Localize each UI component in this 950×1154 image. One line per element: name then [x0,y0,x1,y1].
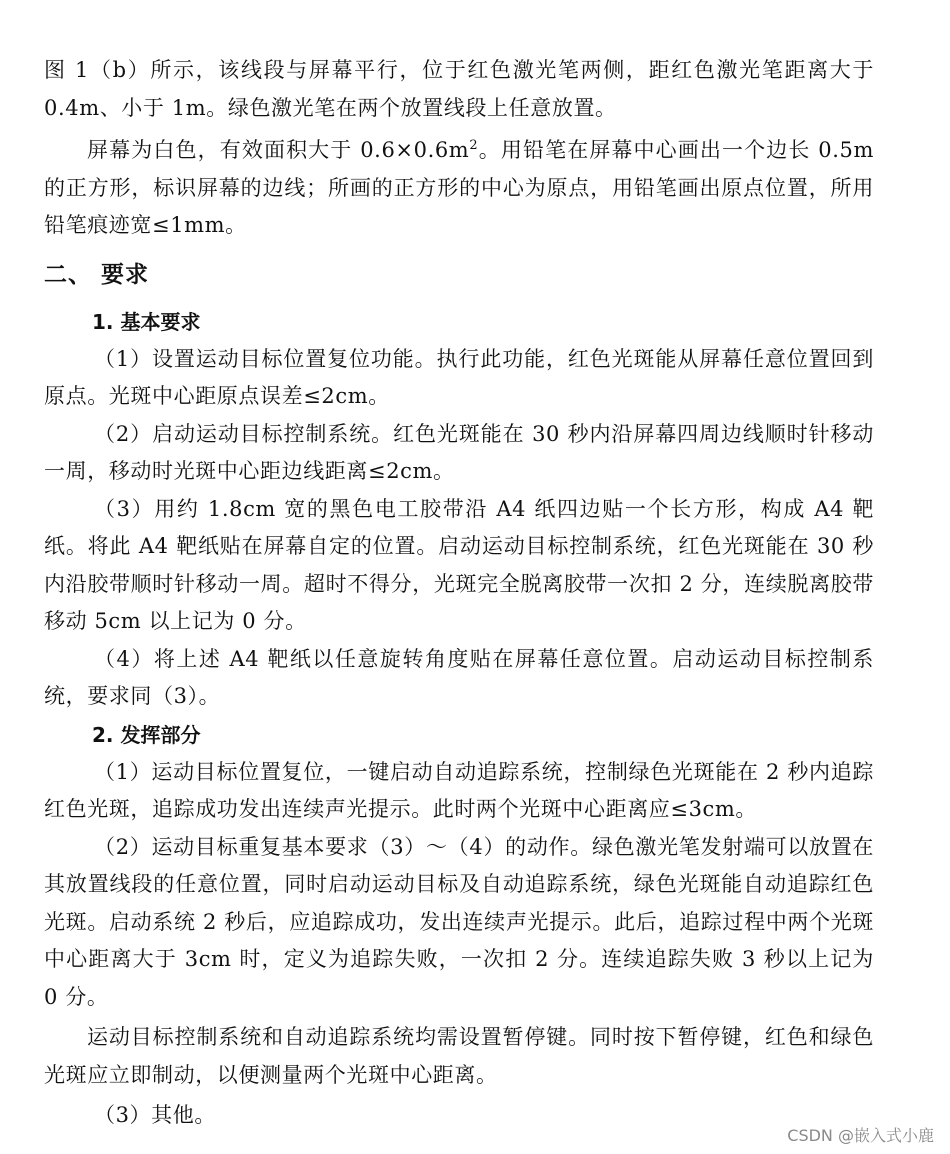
advanced-item-1: （1）运动目标位置复位，一键启动自动追踪系统，控制绿色光斑能在 2 秒内追踪红色光斑，追踪成功发出连续声光提示。此时两个光斑中心距离应≤3cm。 [44,759,874,821]
advanced-item-3: （3）其他。 [94,1103,216,1127]
superscript: 2 [469,138,479,153]
advanced-part-heading: 2. 发挥部分 [92,722,201,747]
advanced-item-2: （2）运动目标重复基本要求（3）～（4）的动作。绿色激光笔发射端可以放置在其放置线段的任意位置，同时启动运动目标及自动追踪系统，绿色光斑能自动追踪红色光斑。启动系统 2 秒后，应追踪成功，发出连续声光提示。此后，追踪过程中两个光斑中心距离大于 3cm 时，定义为追踪失败，一次扣 2 分。连续追踪失败 3 秒以上记为 0 分。 [44,834,874,1009]
basic-item-3: （3）用约 1.8cm 宽的黑色电工胶带沿 A4 纸四边贴一个长方形，构成 A4 靶纸。将此 A4 靶纸贴在屏幕自定的位置。启动运动目标控制系统，红色光斑能在 30 秒内沿胶带顺时针移动一周。超时不得分，光斑完全脱离胶带一次扣 2 分，连续脱离胶带移动 5cm 以上记为 0 分。 [44,496,874,633]
paragraph-figure-note: 图 1（b）所示，该线段与屏幕平行，位于红色激光笔两侧，距红色激光笔距离大于 0.4m、小于 1m。绿色激光笔在两个放置线段上任意放置。 [44,58,874,120]
basic-requirements-heading: 1. 基本要求 [92,309,201,334]
screen-spec-text-a: 屏幕为白色，有效面积大于 0.6×0.6m [87,138,470,162]
basic-item-2: （2）启动运动目标控制系统。红色光斑能在 30 秒内沿屏幕四周边线顺时针移动一周，移动时光斑中心距边线距离≤2cm。 [44,421,874,483]
section-heading-requirements: 二、 要求 [44,261,150,288]
screen-spec-text-b: 。用铅笔在屏幕中心画出一个边长 0.5m 的正方形，标识屏幕的边线；所画的正方形的中心为原点，用铅笔画出原点位置，所用铅笔痕迹宽≤1mm。 [44,138,875,237]
csdn-watermark: CSDN @嵌入式小鹿 [787,1126,934,1145]
basic-item-4: （4）将上述 A4 靶纸以任意旋转角度贴在屏幕任意位置。启动运动目标控制系统，要求同（3）。 [44,646,874,708]
document-body [44,52,874,1135]
paragraph-screen-spec [44,127,874,245]
basic-item-1: （1）设置运动目标位置复位功能。执行此功能，红色光斑能从屏幕任意位置回到原点。光斑中心距原点误差≤2cm。 [44,346,874,408]
pause-key-paragraph: 运动目标控制系统和自动追踪系统均需设置暂停键。同时按下暂停键，红色和绿色光斑应立即制动，以便测量两个光斑中心距离。 [44,1025,874,1087]
